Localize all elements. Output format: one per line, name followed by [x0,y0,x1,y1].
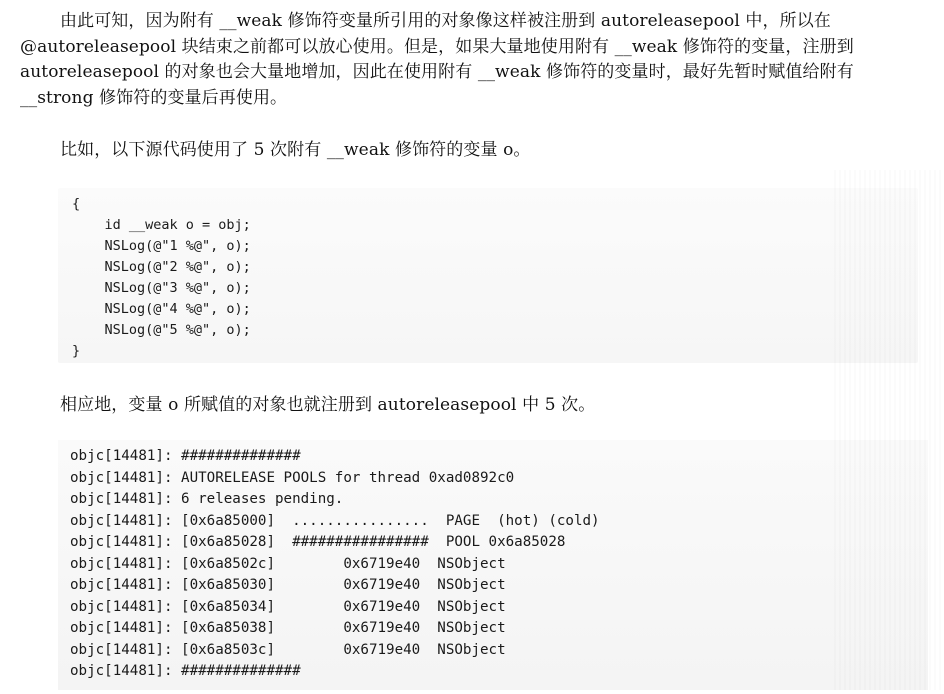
log-line: objc[14481]: ############## [70,448,301,464]
code-line: { [72,196,81,212]
paragraph-example-intro: 比如，以下源代码使用了 5 次附有 __weak 修饰符的变量 o。 [60,140,531,160]
code-line: NSLog(@"3 %@", o); [72,280,251,296]
log-line: objc[14481]: 6 releases pending. [70,491,344,507]
paragraph-weak-autoreleasepool: 由此可知，因为附有 __weak 修饰符变量所引用的对象像这样被注册到 autoreleasepool 中，所以在 @autoreleasepool 块结束之前都可以放心使用。但是，如果大量地使用附有 __weak 修饰符的变量，注册到 autoreleasepool 的对象也会大量地增加，因此在使用附有 __weak 修饰符的变量时，最好先暂时赋值给附有 __strong 修饰符的变量后再使用。 [20,11,854,108]
paragraph-result-description: 相应地，变量 o 所赋值的对象也就注册到 autoreleasepool 中 5 次。 [60,395,596,415]
autoreleasepool-log-output [58,440,928,690]
log-line: objc[14481]: [0x6a85034] 0x6719e40 NSObject [70,599,506,615]
log-line: objc[14481]: AUTORELEASE POOLS for thread 0xad0892c0 [70,470,515,486]
log-line: objc[14481]: ############## [70,663,301,679]
code-line: NSLog(@"1 %@", o); [72,238,251,254]
log-line: objc[14481]: [0x6a85038] 0x6719e40 NSObject [70,620,506,636]
log-line: objc[14481]: [0x6a8502c] 0x6719e40 NSObject [70,556,506,572]
code-line: NSLog(@"4 %@", o); [72,301,251,317]
source-code-block [58,188,918,363]
code-line: NSLog(@"5 %@", o); [72,322,251,338]
code-line: NSLog(@"2 %@", o); [72,259,251,275]
log-line: objc[14481]: [0x6a8503c] 0x6719e40 NSObject [70,642,506,658]
code-line: id __weak o = obj; [72,217,251,233]
log-line: objc[14481]: [0x6a85028] ################ POOL 0x6a85028 [70,534,566,550]
log-line: objc[14481]: [0x6a85030] 0x6719e40 NSObject [70,577,506,593]
log-line: objc[14481]: [0x6a85000] ................ PAGE (hot) (cold) [70,513,600,529]
code-line: } [72,343,81,359]
